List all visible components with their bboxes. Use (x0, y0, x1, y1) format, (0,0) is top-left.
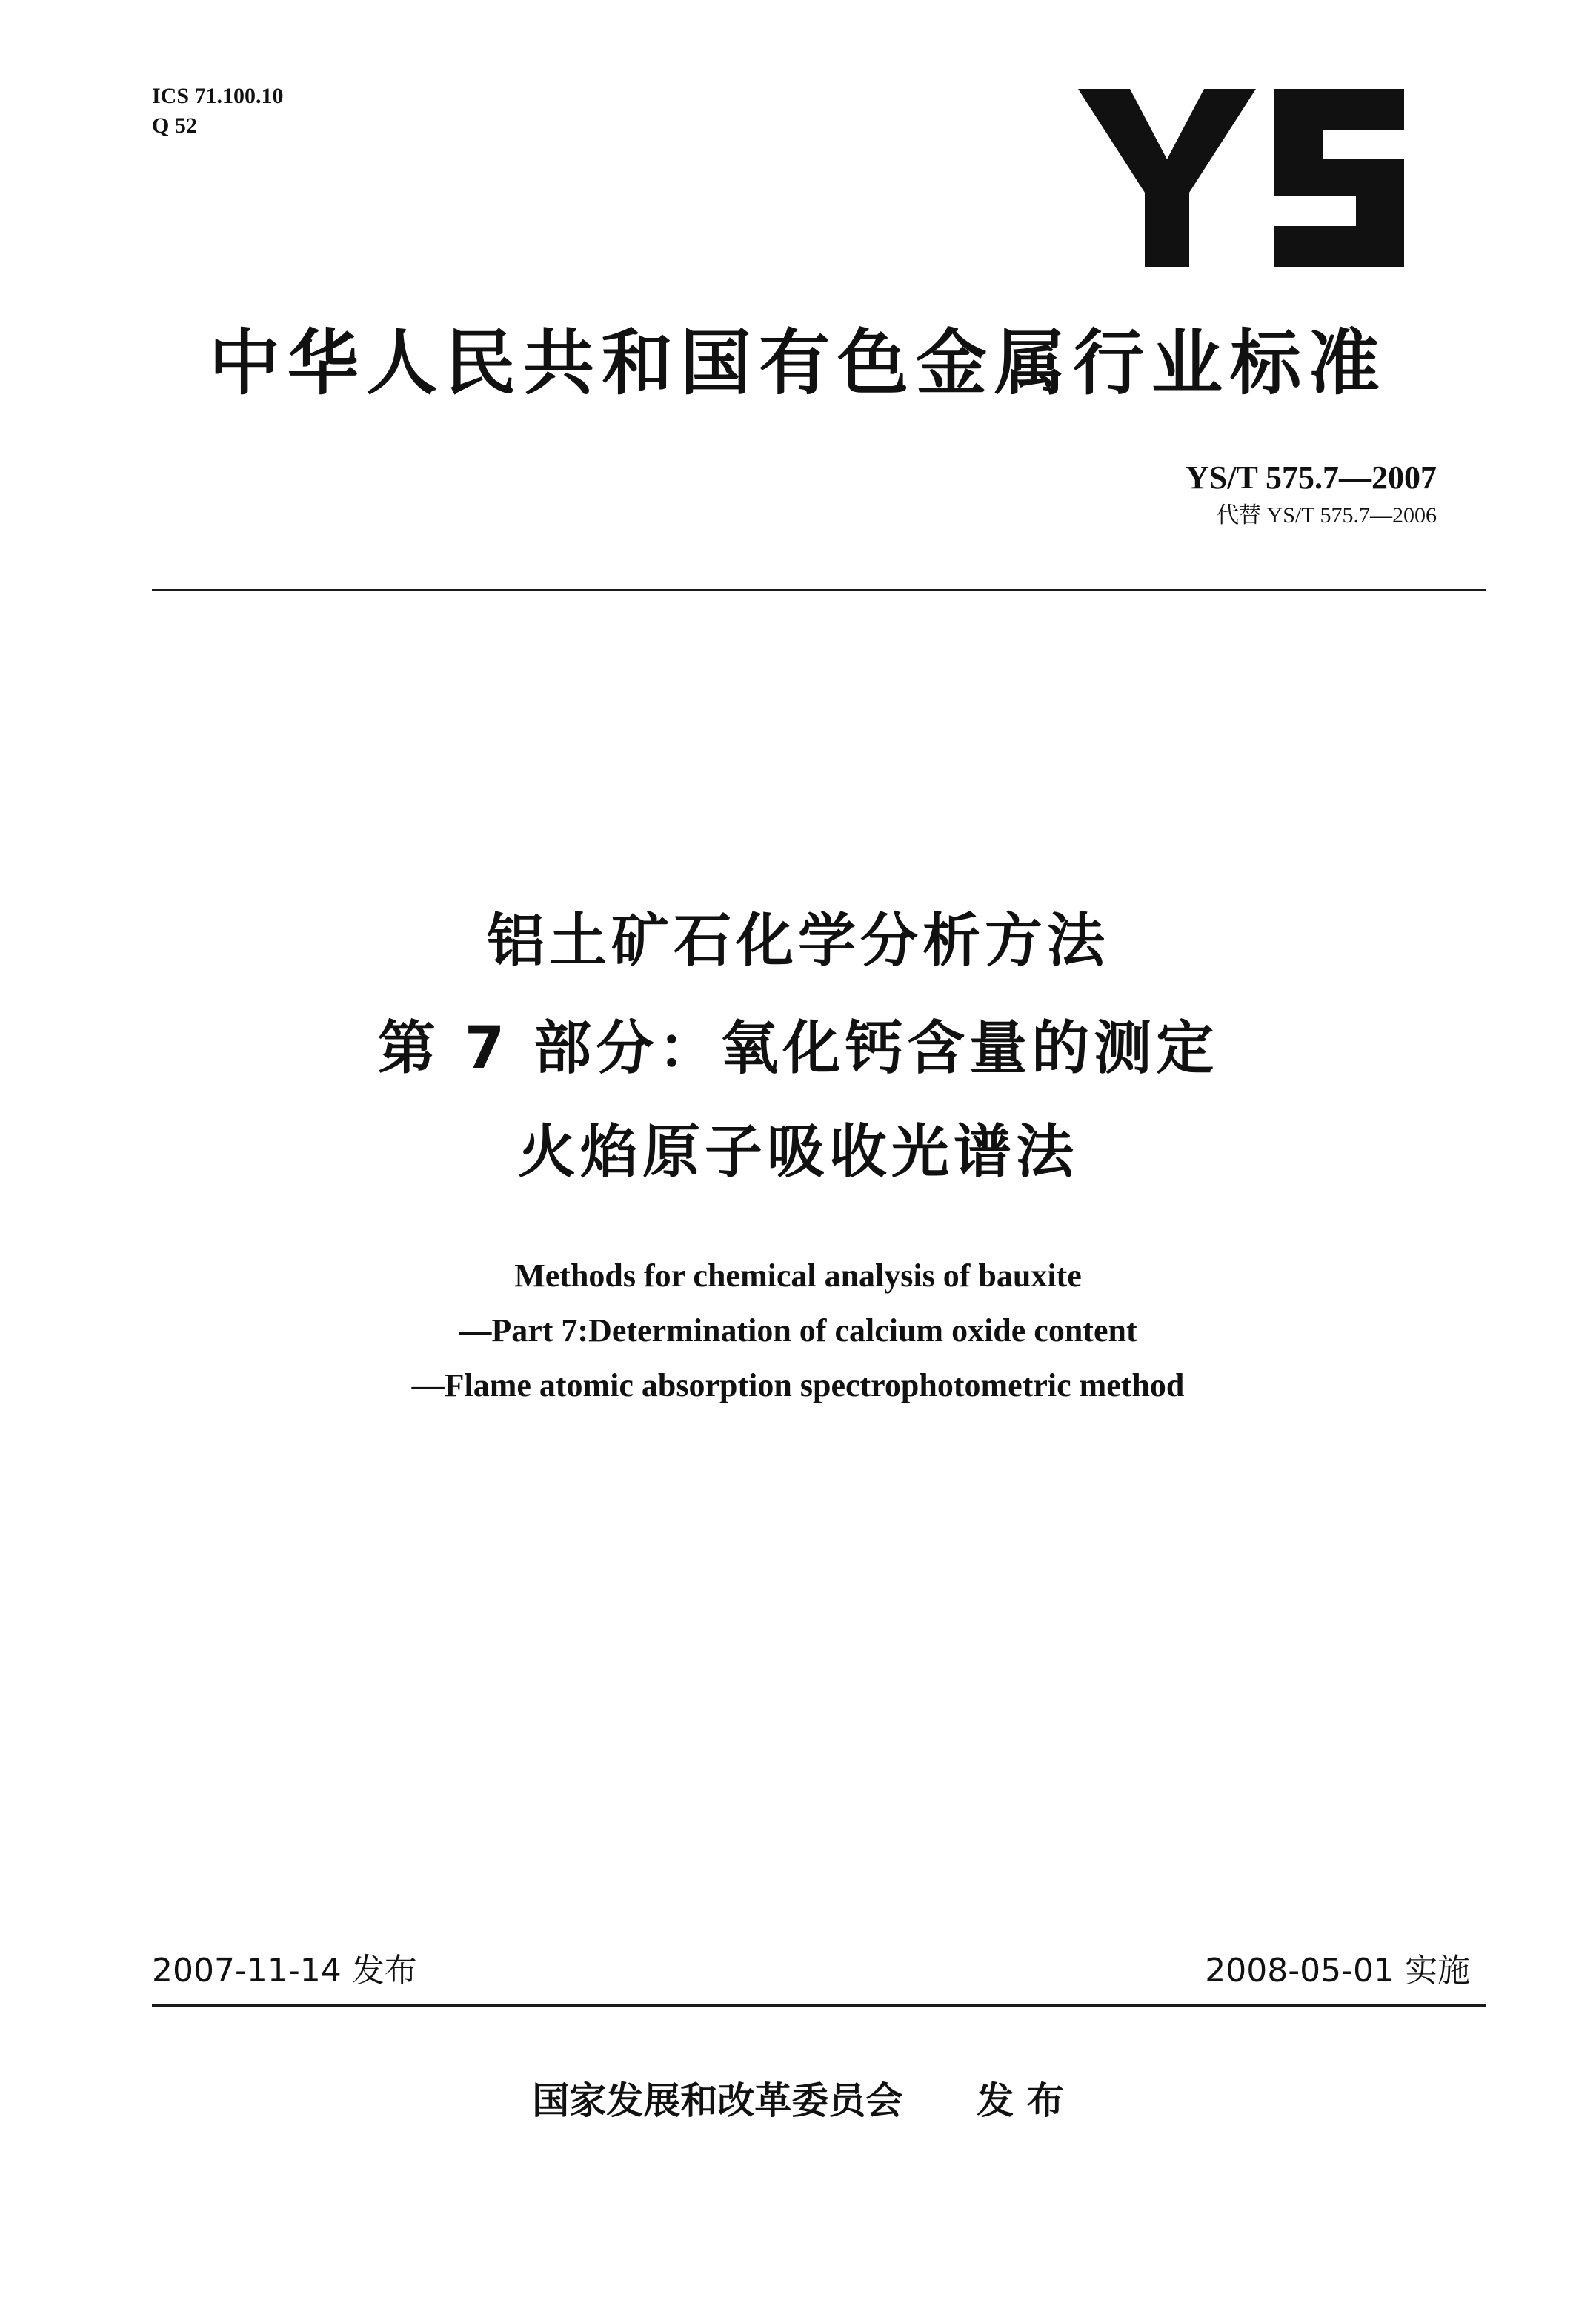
title-cn-line3: 火焰原子吸收光谱法 (517, 1119, 1078, 1186)
issue-date: 2007-11-14 发布 (152, 1952, 417, 1990)
standard-number: YS/T 575.7—2007 (1185, 459, 1437, 496)
title-en-line3: —Flame atomic absorption spectrophotometric method (411, 1367, 1185, 1403)
publisher-line (0, 2075, 1596, 2127)
ics-code: ICS 71.100.10 (152, 84, 284, 108)
implementation-date: 2008-05-01 实施 (1205, 1952, 1470, 1990)
header-divider (152, 589, 1486, 591)
ys-logo (1078, 89, 1404, 267)
title-cn-line1: 铝土矿石化学分析方法 (486, 908, 1109, 974)
main-title: 中华人民共和国有色金属行业标准 (209, 322, 1387, 405)
title-cn-line2: 第 7 部分：氧化钙含量的测定 (377, 1015, 1219, 1082)
title-en-line2: —Part 7:Determination of calcium oxide content (459, 1312, 1137, 1349)
ccs-code: Q 52 (152, 113, 197, 138)
footer-divider (152, 2004, 1486, 2007)
publisher-action: 发 布 (977, 2079, 1064, 2122)
title-en-line1: Methods for chemical analysis of bauxite (514, 1257, 1082, 1294)
publisher-name: 国家发展和改革委员会 (532, 2079, 903, 2122)
replaced-standard: 代替 YS/T 575.7—2006 (1217, 503, 1437, 528)
